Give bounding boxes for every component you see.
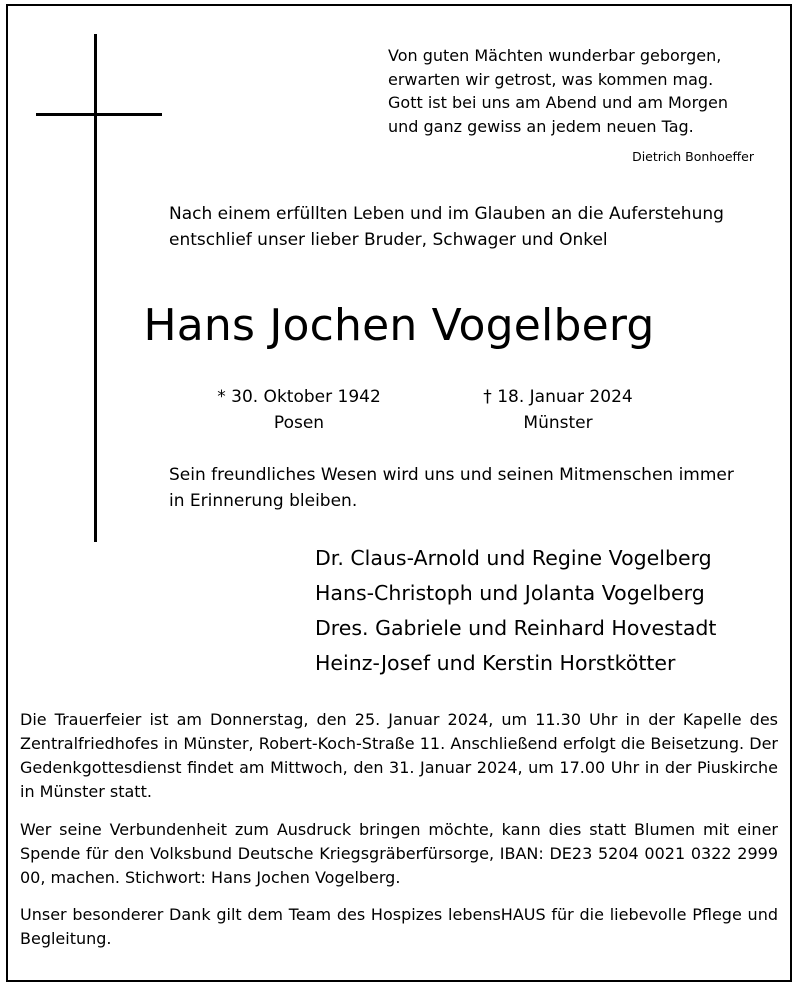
birth-date: * 30. Oktober 1942	[217, 387, 381, 407]
mourner: Dr. Claus-Arnold und Regine Vogelberg	[315, 546, 712, 570]
intro-line: entschlief unser lieber Bruder, Schwager und Onkel	[169, 230, 608, 250]
remembrance-text	[169, 462, 734, 514]
death-date: † 18. Januar 2024	[483, 387, 633, 407]
poem-quote	[388, 44, 728, 138]
cross-icon	[94, 34, 97, 542]
funeral-info	[20, 708, 778, 804]
poem-line: Von guten Mächten wunderbar geborgen,	[388, 46, 722, 65]
thanks-info	[20, 903, 778, 951]
deceased-name: Hans Jochen Vogelberg	[143, 300, 655, 351]
intro-line: Nach einem erfüllten Leben und im Glauben an die Auferstehung	[169, 204, 724, 224]
death-info	[473, 384, 643, 436]
poem-line: und ganz gewiss an jedem neuen Tag.	[388, 116, 694, 136]
mourners-list	[315, 541, 716, 681]
poem-line: Gott ist bei uns am Abend und am Morgen	[388, 93, 729, 112]
funeral-paragraph: Die Trauerfeier ist am Donnerstag, den 25. Januar 2024, um 11.30 Uhr in der Kapelle des Zentralfriedhofes in Münster, Robert-Koch-Straße 11. Anschließend erfolgt die Beisetzung. Der Gedenkgottesdienst findet am Mittwoch, den 31. Januar 2024, um 17.00 Uhr in der Piuskirche in Münster statt.	[20, 710, 778, 801]
mourner: Hans-Christoph und Jolanta Vogelberg	[315, 581, 705, 605]
donation-info	[20, 818, 778, 890]
obituary-notice	[6, 4, 792, 982]
intro-text	[169, 201, 769, 253]
mourner: Dres. Gabriele und Reinhard Hovestadt	[315, 616, 717, 640]
thanks-paragraph: Unser besonderer Dank gilt dem Team des Hospizes lebensHAUS für die liebevolle Pflege und Begleitung.	[20, 905, 778, 948]
remark-line: Sein freundliches Wesen wird uns und seinen Mitmenschen immer	[169, 465, 734, 485]
cross-icon-bar	[36, 113, 162, 116]
poem-author: Dietrich Bonhoeffer	[632, 149, 754, 164]
mourner: Heinz-Josef und Kerstin Horstkötter	[315, 651, 676, 675]
birth-place: Posen	[273, 413, 325, 433]
remark-line: in Erinnerung bleiben.	[169, 491, 358, 511]
poem-line: erwarten wir getrost, was kommen mag.	[388, 69, 714, 89]
birth-info	[214, 384, 384, 436]
death-place: Münster	[523, 413, 593, 433]
donation-paragraph: Wer seine Verbundenheit zum Ausdruck bringen möchte, kann dies statt Blumen mit einer Spende für den Volksbund Deutsche Kriegsgräberfürsorge, IBAN: DE23 5204 0021 0322 2999 00, machen. Stichwort: Hans Jochen Vogelberg.	[20, 820, 778, 887]
